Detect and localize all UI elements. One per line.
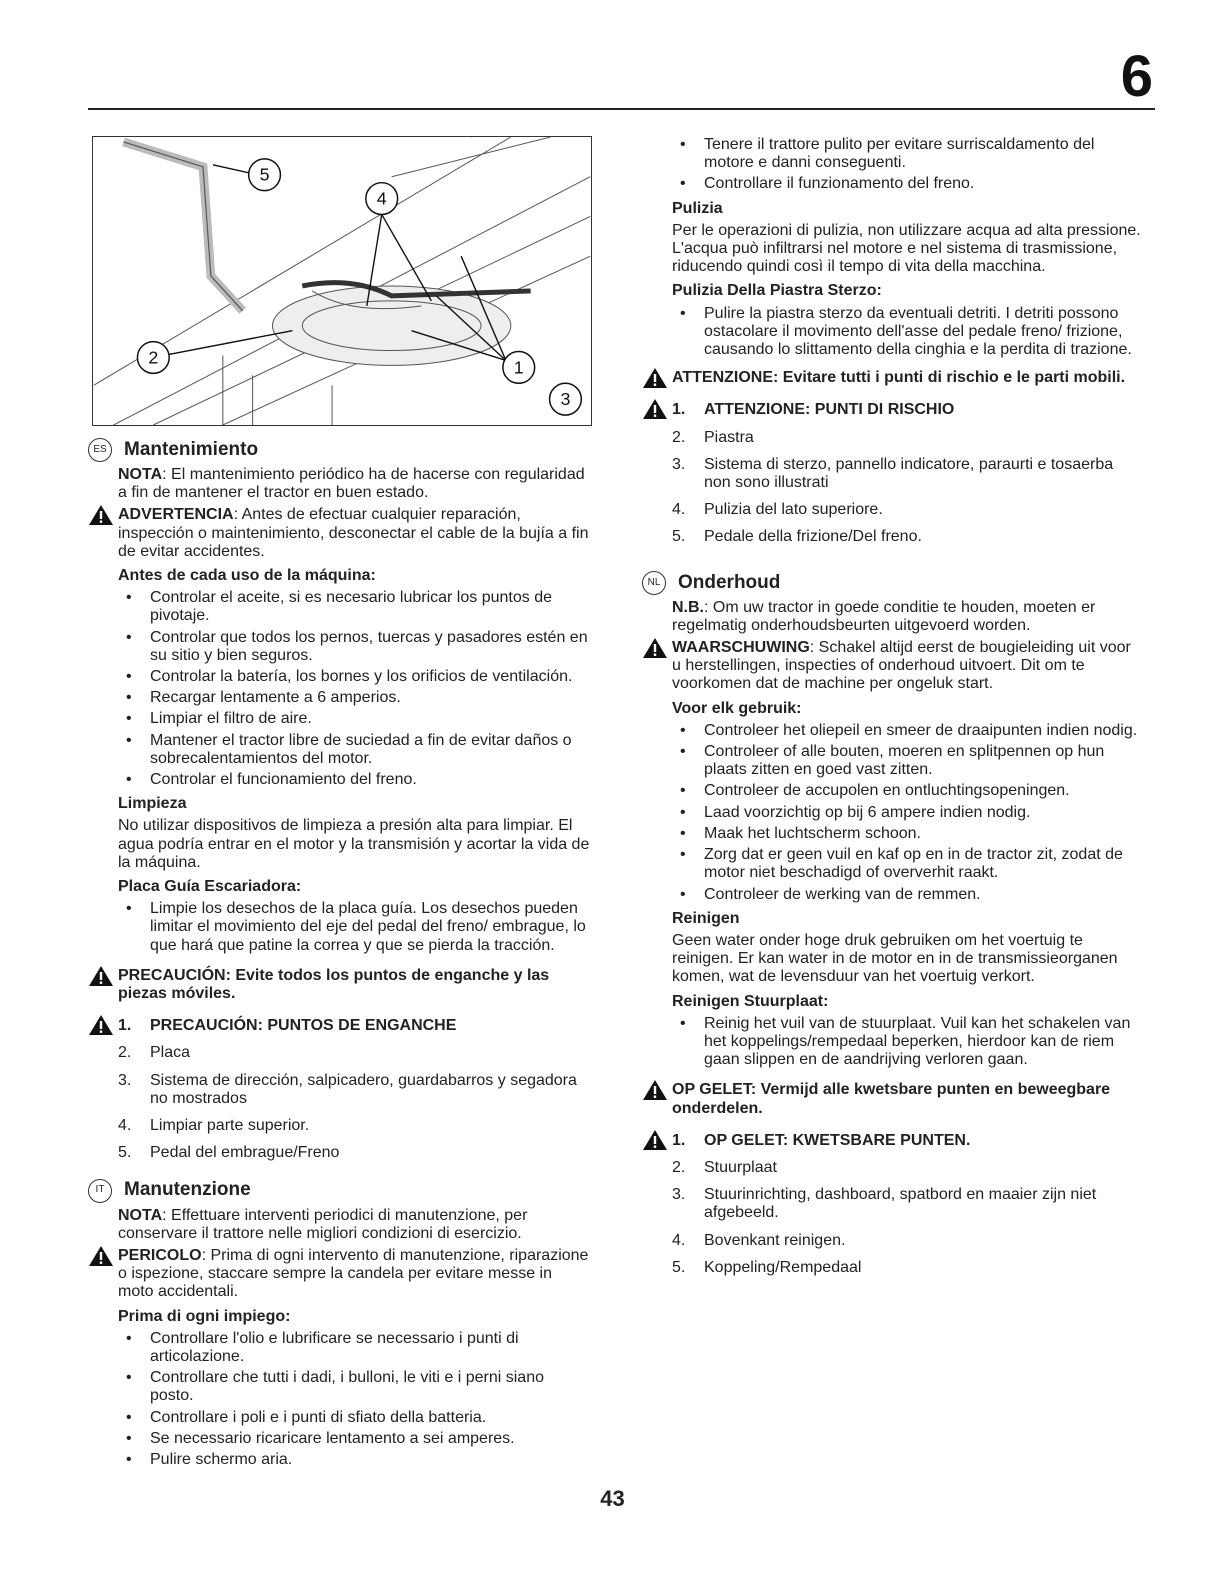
es-legend [118,1017,590,1162]
nl-clean-title: Reinigen [672,909,740,927]
es-section-title [88,438,590,462]
es-plate-list [118,900,590,955]
maintenance-figure [92,136,592,426]
chapter-number: 6 [1120,44,1153,109]
warning-icon [88,1245,114,1267]
list-item: • Controllare i poli e i punti di sfiato della batteria. [118,1409,590,1427]
es-caution: PRECAUCIÓN: Evite todos los puntos de enganche y las piezas móviles. [118,967,590,1003]
list-item: • Mantener el tractor libre de suciedad a fin de evitar daños o sobrecalentamientos del motor. [118,732,590,768]
nl-nota: N.B.: Om uw tractor in goede conditie te houden, moeten er regelmatig onderhoudsbeurten uitgevoerd worden. [672,598,1096,634]
list-item: • Pulire schermo aria. [118,1451,590,1469]
steering-plate-illustration [93,137,591,425]
warning-icon [88,1014,114,1036]
nl-title: Onderhoud [678,571,781,593]
list-item: • Controleer de werking van de remmen. [672,886,1144,904]
list-item: 1. OP GELET: KWETSBARE PUNTEN. [672,1132,1144,1150]
list-item: • Controlar el aceite, si es necesario lubricar los puntos de pivotaje. [118,589,590,625]
list-item: • Limpie los desechos de la placa guía. Los desechos pueden limitar el movimiento del eje del pedal del freno/ embrague, lo que hará que patine la correa y que se pierda la tracción. [118,900,590,955]
es-title: Mantenimiento [124,438,259,460]
list-item: 1. ATTENZIONE: PUNTI DI RISCHIO [672,401,1144,419]
warning-icon [642,1129,668,1151]
callout-2: 2 [148,347,159,368]
it-clean-text: Per le operazioni di pulizia, non utilizzare acqua ad alta pressione. L'acqua può infiltrarsi nel motore e nel sistema di trasmissione, riducendo quindi così il tempo di vita della macchina. [672,221,1141,276]
header-rule [88,108,1155,110]
left-column [93,136,590,1473]
list-item: • Se necessario ricaricare lentamento a sei amperes. [118,1430,590,1448]
right-column [647,136,1144,1286]
callout-1: 1 [513,357,524,378]
nl-legend [672,1132,1144,1277]
list-item: • Controllare che tutti i dadi, i bulloni, le viti e i perni siano posto. [118,1369,590,1405]
list-item: 3. Sistema di sterzo, pannello indicatore, paraurti e tosaerba non sono illustrati [672,455,1114,492]
list-item: • Maak het luchtscherm schoon. [672,825,1144,843]
it-caution: ATTENZIONE: Evitare tutti i punti di rischio e le parti mobili. [672,369,1144,387]
callout-4: 4 [376,188,387,209]
list-item: • Limpiar el filtro de aire. [118,710,590,728]
it-plate-list [672,305,1144,360]
es-before-title: Antes de cada uso de la máquina: [118,567,376,585]
list-item: • Reinig het vuil van de stuurplaat. Vuil kan het schakelen van het koppelings/rempedaal beperken, hierdoor kan de riem gaan slippen en de aandrijving verloren gaan. [672,1015,1144,1070]
warning-icon [642,1079,668,1101]
nl-clean-text: Geen water onder hoge druk gebruiken om het voertuig te reinigen. Er kan water in de motor en in de transmissieorganen komen, wat de levensduur van het voertuig verkort. [672,931,1118,986]
list-item: • Controlar la batería, los bornes y los orificios de ventilación. [118,668,590,686]
list-item: • Laad voorzichtig op bij 6 ampere indien nodig. [672,804,1144,822]
nl-before-list [672,722,1144,904]
list-item: 1. PRECAUCIÓN: PUNTOS DE ENGANCHE [118,1017,590,1035]
list-item: 5. Pedale della frizione/Del freno. [672,528,922,546]
warning-icon [642,637,668,659]
list-item: 3. Sistema de dirección, salpicadero, guardabarros y segadora no mostrados [118,1071,577,1107]
it-clean-title: Pulizia [672,199,723,217]
list-item: • Zorg dat er geen vuil en kaf op en in de tractor zit, zodat de motor niet beschadigd of oververhit raakt. [672,846,1144,882]
page-number: 43 [600,1486,625,1511]
it-title: Manutenzione [124,1179,251,1201]
nl-plate-title: Reinigen Stuurplaat: [672,992,829,1010]
it-warning: PERICOLO: Prima di ogni intervento di manutenzione, riparazione o ispezione, staccare sempre la candela per evitare messe in moto accidentali. [118,1247,590,1302]
list-item: • Recargar lentamente a 6 amperios. [118,689,590,707]
warning-icon [88,965,114,987]
es-clean-title: Limpieza [118,795,187,813]
it-section-title [88,1179,590,1203]
list-item: 5. Koppeling/Rempedaal [672,1258,862,1276]
list-item: • Controllare l'olio e lubrificare se necessario i punti di articolazione. [118,1330,590,1366]
warning-icon [642,398,668,420]
list-item: 2. Piastra [672,428,754,446]
it-before-title: Prima di ogni impiego: [118,1307,291,1325]
list-item: 3. Stuurinrichting, dashboard, spatbord en maaier zijn niet afgebeeld. [672,1186,1097,1222]
es-nota: NOTA: El mantenimiento periódico ha de hacerse con regularidad a fin de mantener el tractor en buen estado. [118,466,585,502]
it-before-list-part2 [672,136,1144,194]
list-item: • Controlar que todos los pernos, tuercas y pasadores estén en su sitio y bien seguros. [118,629,590,665]
es-plate-title: Placa Guía Escariadora: [118,878,302,896]
it-lang-badge: IT [88,1179,112,1203]
nl-lang-badge: NL [642,571,666,595]
es-before-list [118,589,590,789]
list-item: 5. Pedal del embrague/Freno [118,1144,340,1162]
list-item: 4. Bovenkant reinigen. [672,1231,846,1249]
it-before-list-part1 [118,1330,590,1469]
callout-5: 5 [259,164,270,185]
nl-plate-list [672,1015,1144,1070]
callout-3: 3 [560,389,571,410]
list-item: • Controlar el funcionamiento del freno. [118,771,590,789]
list-item: • Controllare il funzionamento del freno. [672,175,1144,193]
nl-caution: OP GELET: Vermijd alle kwetsbare punten en beweegbare onderdelen. [672,1081,1144,1117]
nl-before-title: Voor elk gebruik: [672,699,802,717]
nl-section-title [642,571,1144,595]
list-item: • Pulire la piastra sterzo da eventuali detriti. I detriti possono ostacolare il movimento dell'asse del pedale freno/ frizione, causando lo slittamento della cinghia e la perdita di trazione. [672,305,1144,360]
nl-warning: WAARSCHUWING: Schakel altijd eerst de bougieleiding uit voor u herstellingen, inspecties of onderhoud uitvoert. Dit om te voorkomen dat de machine per ongeluk start. [672,639,1144,694]
list-item: 2. Stuurplaat [672,1158,777,1176]
list-item: • Controleer het oliepeil en smeer de draaipunten indien nodig. [672,722,1144,740]
warning-icon [88,504,114,526]
warning-icon [642,367,668,389]
it-plate-title: Pulizia Della Piastra Sterzo: [672,282,882,300]
es-warning: ADVERTENCIA: Antes de efectuar cualquier reparación, inspección o maintenimiento, desconectar el cable de la bujía a fin de evitar accidentes. [118,506,590,561]
it-legend [672,401,1144,546]
es-lang-badge: ES [88,438,112,462]
list-item: • Controleer de accupolen en ontluchtingsopeningen. [672,782,1144,800]
list-item: • Tenere il trattore pulito per evitare surriscaldamento del motore e danni conseguenti. [672,136,1144,172]
list-item: • Controleer of alle bouten, moeren en splitpennen op hun plaats zitten en goed vast zitten. [672,743,1144,779]
es-clean-text: No utilizar dispositivos de limpieza a presión alta para limpiar. El agua podría entrar en el motor y la transmisión y acortar la vida de la máquina. [118,817,590,871]
list-item: 4. Limpiar parte superior. [118,1117,310,1135]
list-item: 4. Pulizia del lato superiore. [672,501,883,519]
list-item: 2. Placa [118,1044,191,1062]
it-nota: NOTA: Effettuare interventi periodici di manutenzione, per conservare il trattore nelle migliori condizioni di esercizio. [118,1206,528,1242]
